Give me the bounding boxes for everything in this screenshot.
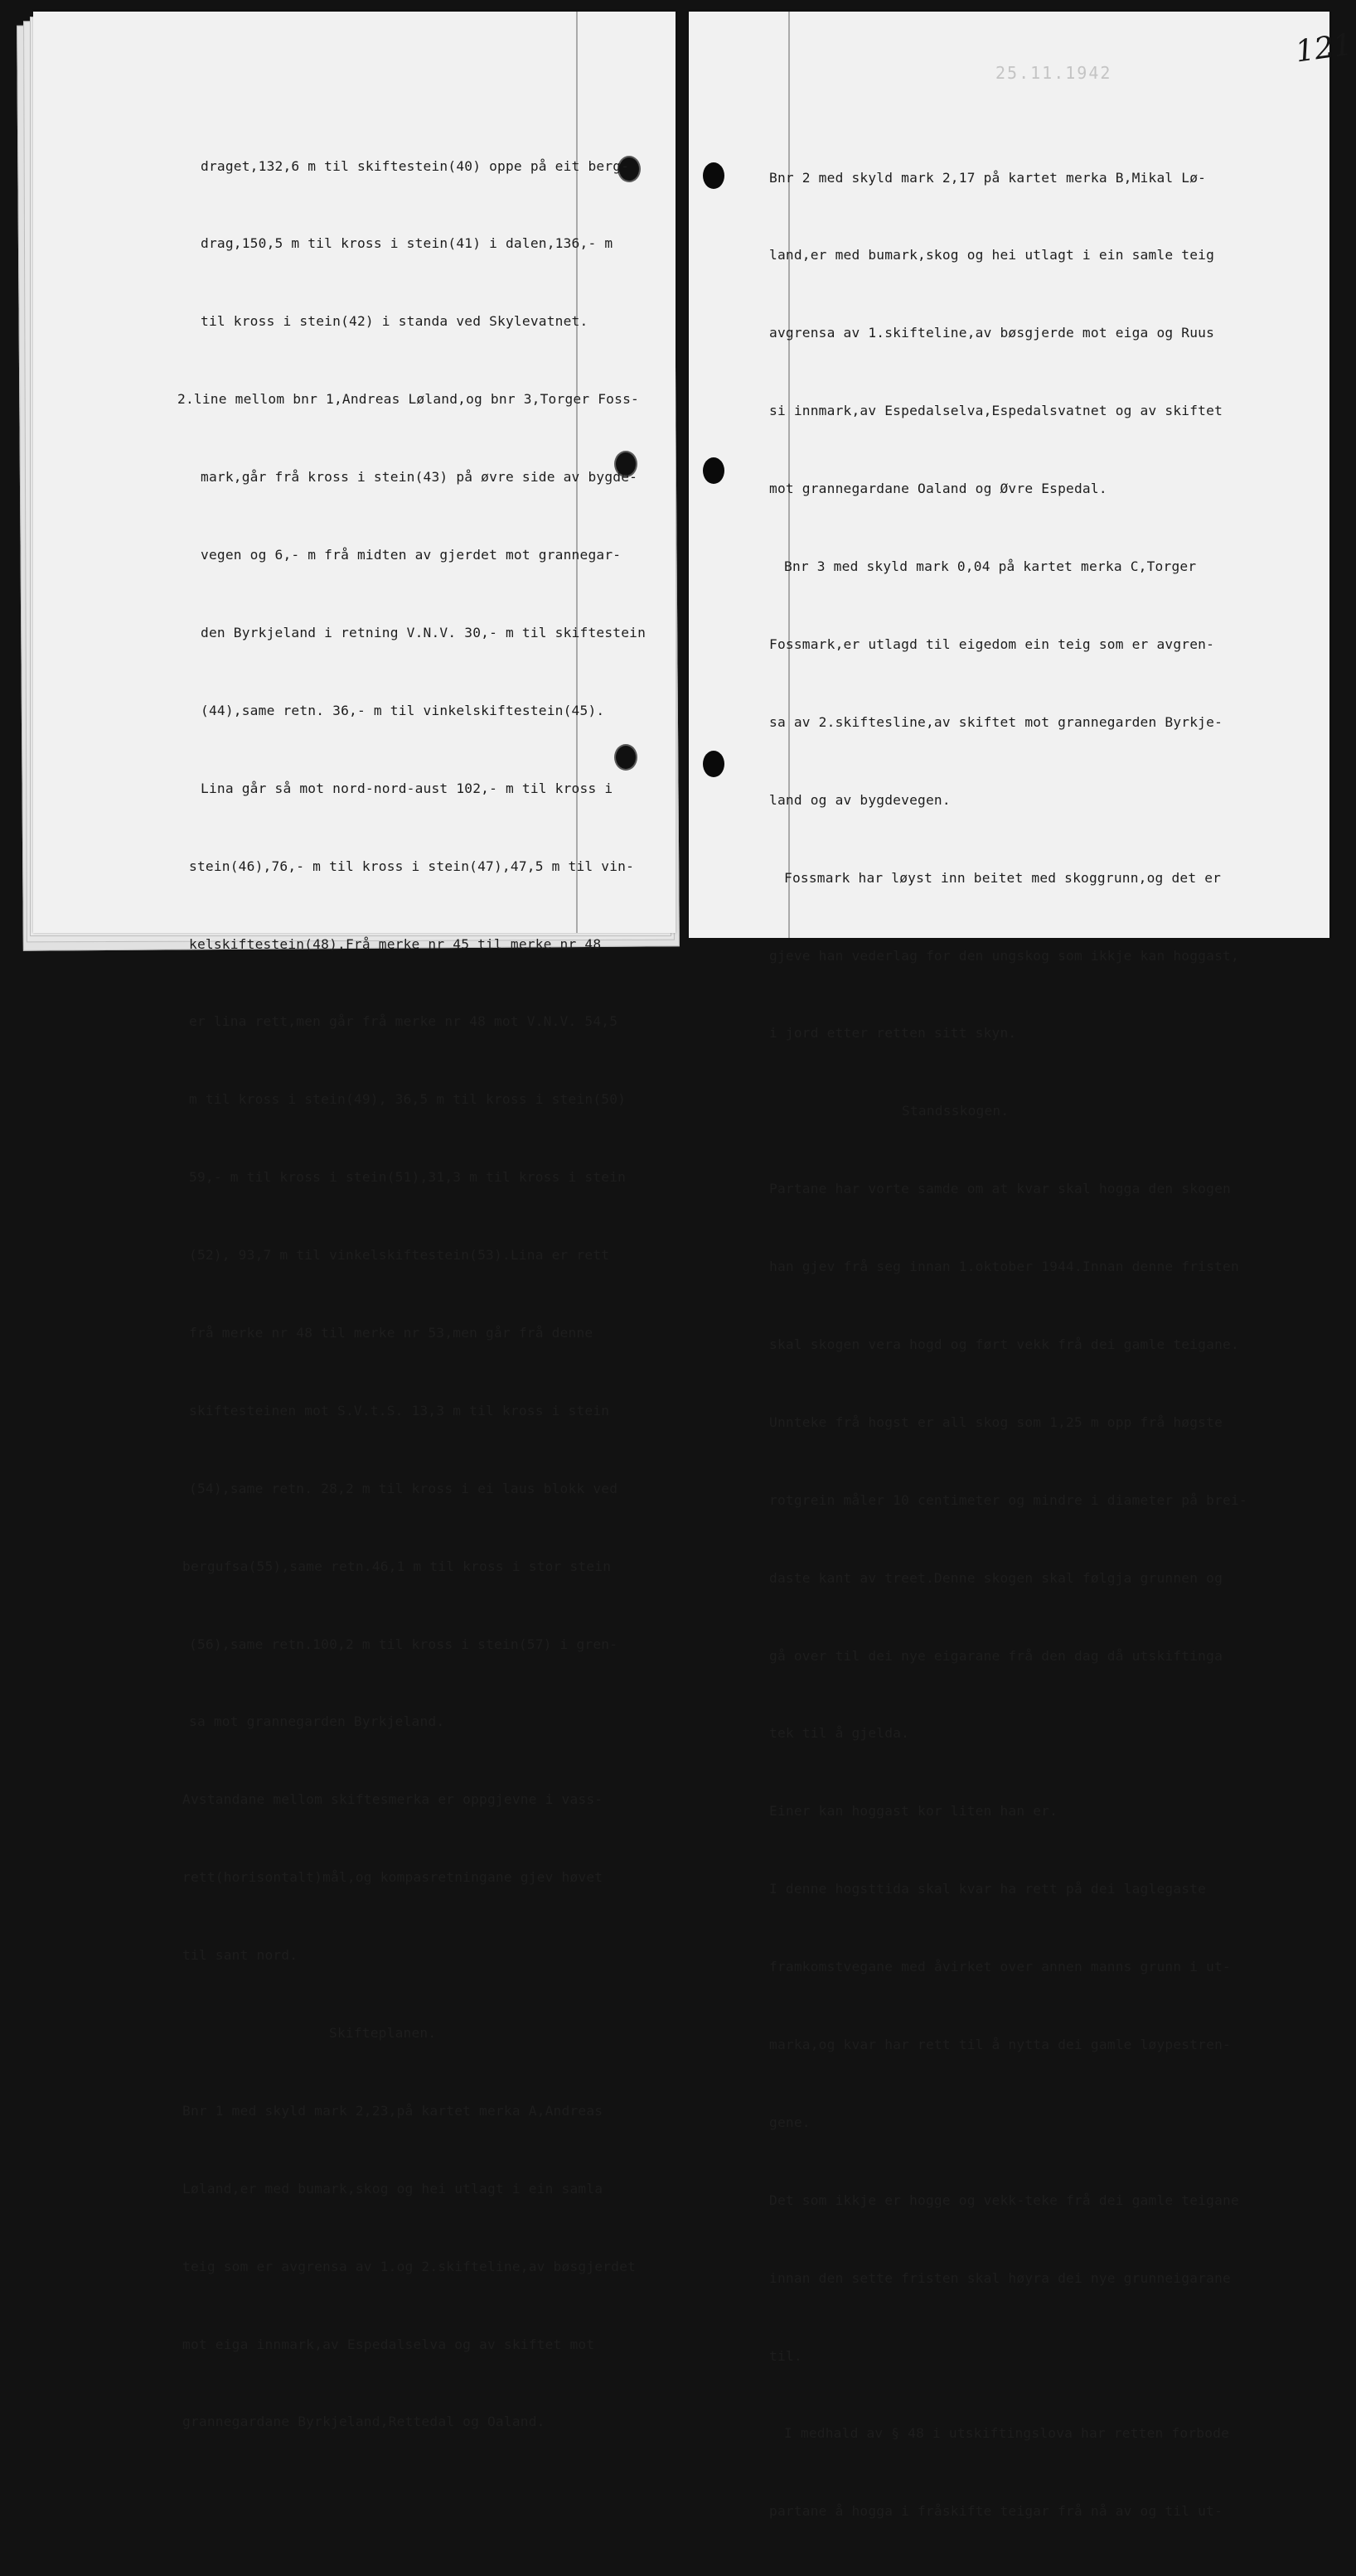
text-line: Løland,er med bumark,skog og hei utlagt i ein samla [182, 2180, 603, 2197]
text-line: Avstandane mellom skiftesmerka er oppgjevne i vass- [182, 1791, 603, 1808]
text-line: gene. [769, 2114, 811, 2130]
text-line: Det som ikkje er hogge og vekk-teke frå dei gamle teigane [769, 2192, 1239, 2208]
text-line: sa av 2.skiftesline,av skiftet mot grannegarden Byrkje- [769, 713, 1223, 730]
text-line: framkomstvegane med åvirket over annen manns grunn i ut- [769, 1959, 1231, 1975]
text-line: Unnteke frå hogst er all skog som 1,25 m opp frå høgste [769, 1414, 1223, 1430]
text-line: Bnr 3 med skyld mark 0,04 på kartet merka C,Torger [784, 558, 1197, 575]
text-line: draget,132,6 m til skiftestein(40) oppe på eit berg- [201, 157, 630, 174]
text-line: frå merke nr 48 til merke nr 53,men går frå denne [189, 1324, 593, 1341]
text-line: stein(46),76,- m til kross i stein(47),47,5 m til vin- [189, 858, 635, 874]
date-stamp: 25.11.1942 [995, 63, 1112, 83]
text-line: til kross i stein(42) i standa ved Skylevatnet. [201, 313, 588, 330]
text-line: bergufsa(55),same retn.46,1 m til kross i stor stein [182, 1558, 612, 1574]
text-line: 2.line mellom bnr 1,Andreas Løland,og bnr 3,Torger Foss- [177, 391, 639, 408]
text-line: mark,går frå kross i stein(43) på øvre side av bygde- [201, 469, 638, 486]
text-line: Fossmark har løyst inn beitet med skoggrunn,og det er [784, 869, 1222, 886]
text-line: kelskiftestein(48).Frå merke nr 45 til merke nr 48 [189, 935, 602, 952]
text-line: sa mot grannegarden Byrkjeland. [189, 1713, 445, 1730]
text-line: gjeve han vederlag for den ungskog som ikkje kan hoggast, [769, 947, 1239, 964]
text-line: tek til å gjelda. [769, 1725, 910, 1742]
text-line: drag,150,5 m til kross i stein(41) i dalen,136,- m [201, 235, 613, 252]
text-line: Einer kan hoggast kor liten han er. [769, 1803, 1058, 1820]
text-line: land og av bygdevegen. [769, 791, 951, 808]
text-line: daste kant av treet.Denne skogen skal følgja grunnen og [769, 1569, 1223, 1586]
text-line: Bnr 2 med skyld mark 2,17 på kartet merka B,Mikal Lø- [769, 169, 1207, 186]
text-line: grannegardane Byrkjeland,Rettedal og Oaland. [182, 2414, 545, 2430]
left-page [33, 12, 676, 2430]
text-line: Partane har vorte samde om at kvar skal hogga den skogen [769, 1181, 1231, 1197]
text-line: den Byrkjeland i retning V.N.V. 30,- m til skiftestein [201, 624, 647, 640]
text-line: I denne hogsttida skal kvar ha rett på dei laglegaste [769, 1881, 1207, 1897]
section-heading: Skifteplanen. [329, 2024, 437, 2041]
text-line: vegen og 6,- m frå midten av gjerdet mot grannegar- [201, 547, 622, 563]
punch-hole [703, 457, 724, 484]
text-line: rett(horisontalt)mål,og kompasretningane gjev høvet [182, 1869, 603, 1886]
text-line: Lina går så mot nord-nord-aust 102,- m til kross i [201, 780, 613, 796]
text-line: skal skogen vera hogd og ført vekk frå dei gamle teigane. [769, 1336, 1239, 1352]
text-line: han gjev frå seg innan 1.oktober 1944.Innan denne fristen [769, 1259, 1239, 1275]
text-line: Bnr 1 med skyld mark 2,23,på kartet merka A,Andreas [182, 2102, 603, 2119]
text-line: mot eiga innmark,av Espedalselva og av skiftet mot [182, 2336, 595, 2352]
text-line: innan den sette fristen skal høyra dei nye grunneigarane [769, 2269, 1231, 2286]
text-line: (52), 93,7 m til vinkelskiftestein(53).Lina er rett [189, 1247, 610, 1264]
text-line: til. [769, 2347, 802, 2364]
text-line: partane å hogga i fråskifte teigar frå nå av og til ut- [769, 2503, 1223, 2520]
text-line: land,er med bumark,skog og hei utlagt i ein samle teig [769, 247, 1215, 263]
punch-hole [703, 162, 724, 189]
left-page-text [143, 101, 646, 2487]
section-heading: Standsskogen. [902, 1103, 1010, 1119]
text-line: i jord etter retten sitt skyn. [769, 1025, 1017, 1042]
punch-hole [703, 751, 724, 777]
text-line: 59,- m til kross i stein(51),31,3 m til kross i stein [189, 1169, 627, 1186]
text-line: avgrensa av 1.skifteline,av bøsgjerde mot eiga og Ruus [769, 325, 1215, 341]
text-line: rotgrein måler 10 centimeter og mindre i diameter på brei- [769, 1491, 1247, 1508]
text-line: (56),same retn.100,2 m til kross i stein(57) i gren- [189, 1636, 618, 1652]
text-line: m til kross i stein(49), 36,5 m til kross i stein(50) [189, 1091, 627, 1108]
text-line: gå over til dei nye eigarane frå den dag då utskiftinga [769, 1647, 1223, 1664]
right-page [689, 12, 1355, 2520]
text-line: Fossmark,er utlagd til eigedom ein teig som er avgren- [769, 636, 1215, 652]
text-line: (44),same retn. 36,- m til vinkelskiftestein(45). [201, 702, 605, 718]
text-line: er lina rett,men går frå merke nr 48 mot V.N.V. 54,5 [189, 1013, 618, 1030]
text-line: til sant nord. [182, 1947, 298, 1964]
text-line: skiftesteinen mot S.V.t.S. 13,3 m til kross i stein [189, 1402, 610, 1418]
text-line: I medhald av § 48 i utskiftingslova har retten forbode [784, 2425, 1230, 2442]
text-line: teig som er avgrensa av 1.og 2.skifteline,av bøsgjerdet [182, 2258, 637, 2274]
text-line: mot grannegardane Oaland og Øvre Espedal. [769, 481, 1107, 497]
text-line: (54),same retn. 28,2 m til kross i ei laus blokk ved [189, 1480, 618, 1496]
text-line: marka,og kvar har rett til å nytta dei gamle løypestren- [769, 2036, 1231, 2052]
right-page-text [769, 113, 1247, 2576]
folio-number: 121 [1293, 27, 1355, 70]
text-line: si innmark,av Espedalselva,Espedalsvatnet og av skiftet [769, 403, 1223, 419]
